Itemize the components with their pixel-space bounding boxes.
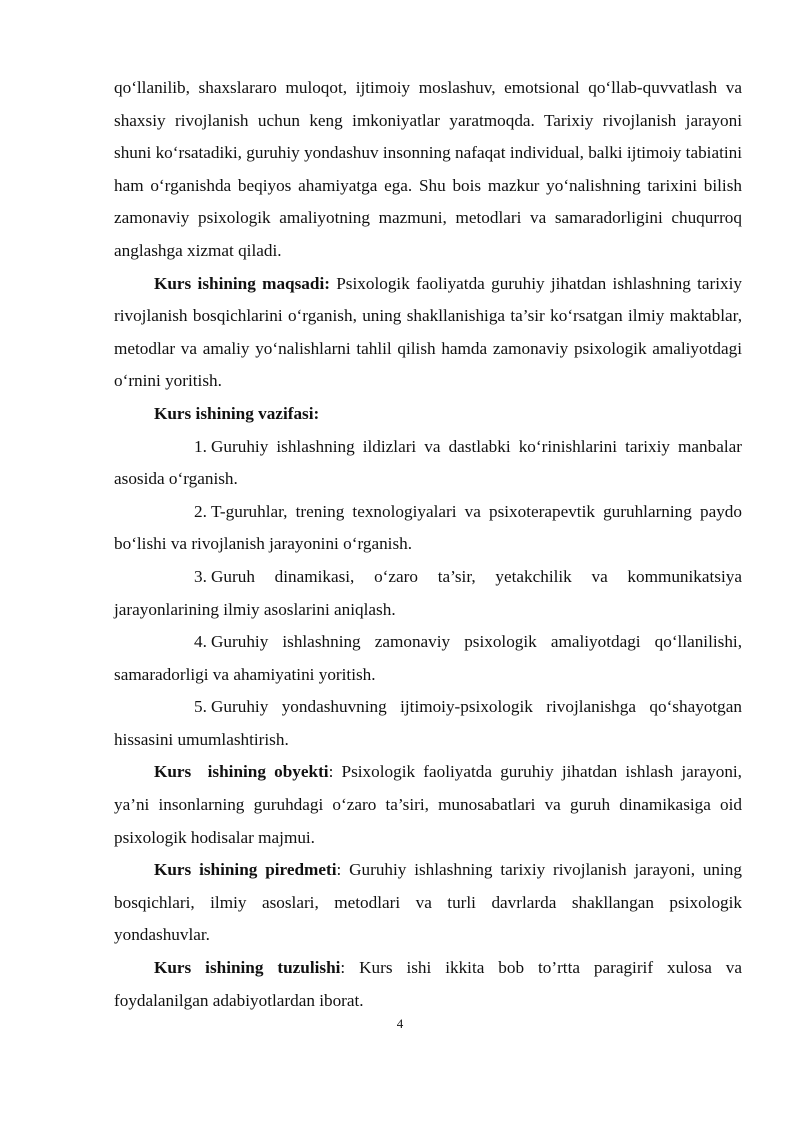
task-number: 4.	[194, 632, 207, 652]
subject-text: : Guruhiy ishlashning tarixiy rivojlanish jarayoni, uning bosqichlari, ilmiy asoslari, metodlari va turli davrlarda shakllangan psixologik yondashuvlar.	[114, 860, 742, 945]
task-item-2	[114, 496, 742, 561]
intro-paragraph: qo‘llanilib, shaxslararo muloqot, ijtimoiy moslashuv, emotsional qo‘llab-quvvatlash va shaxsiy rivojlanish uchun keng imkoniyatlar yaratmoqda. Tarixiy rivojlanish jarayoni shuni ko‘rsatadiki, guruhiy yondashuv insonning nafaqat individual, balki ijtimoiy tabiatini ham o‘rganishda beqiyos ahamiyatga ega. Shu bois mazkur yo‘nalishning tarixini bilish zamonaviy psixologik amaliyotning mazmuni, metodlari va samaradorligini chuqurroq anglashga xizmat qiladi.	[114, 78, 742, 260]
task-number: 2.	[194, 501, 207, 521]
object-text: : Psixologik faoliyatda guruhiy jihatdan ishlash jarayoni, ya’ni insonlarning guruhdagi o‘zaro ta’siri, munosabatlari va guruh dinamikasiga oid psixologik hodisalar majmui.	[114, 762, 742, 847]
task-text: Guruhiy ishlashning zamonaviy psixologik amaliyotdagi qo‘llanilishi, samaradorligi va ahamiyatini yoritish.	[114, 632, 742, 684]
page-body	[114, 72, 742, 1017]
object-label: Kurs ishining obyekti	[154, 762, 329, 782]
task-text: Guruh dinamikasi, o‘zaro ta’sir, yetakchilik va kommunikatsiya jarayonlarining ilmiy asoslarini aniqlash.	[114, 566, 742, 619]
task-item-4	[114, 626, 742, 691]
goal-label: Kurs ishining maqsadi:	[154, 273, 330, 293]
task-number: 5.	[194, 697, 207, 717]
structure-paragraph	[114, 952, 742, 1017]
tasks-heading	[114, 398, 742, 431]
subject-paragraph	[114, 854, 742, 952]
page-number: 4	[396, 1016, 404, 1031]
task-item-5	[114, 691, 742, 756]
object-paragraph	[114, 756, 742, 854]
structure-label: Kurs ishining tuzulishi	[154, 958, 341, 978]
task-number: 3.	[194, 566, 207, 586]
goal-text: Psixologik faoliyatda guruhiy jihatdan ishlashning tarixiy rivojlanish bosqichlarini o‘rganish, uning shakllanishiga ta’sir ko‘rsatgan ilmiy maktablar, metodlar va amaliy yo‘nalishlarni tahlil qilish hamda zamonaviy psixologik amaliyotdagi o‘rnini yoritish.	[114, 273, 743, 391]
tasks-label: Kurs ishining vazifasi:	[154, 403, 320, 423]
task-item-1	[114, 431, 742, 496]
structure-text: : Kurs ishi ikkita bob to’rtta paragirif xulosa va foydalanilgan adabiyotlardan iborat.	[114, 958, 742, 1010]
task-number: 1.	[194, 436, 207, 456]
task-text: Guruhiy yondashuvning ijtimoiy-psixologik rivojlanishga qo‘shayotgan hissasini umumlashtirish.	[114, 697, 742, 749]
task-text: T-guruhlar, trening texnologiyalari va psixoterapevtik guruhlarning paydo bo‘lishi va rivojlanish jarayonini o‘rganish.	[114, 501, 742, 554]
task-text: Guruhiy ishlashning ildizlari va dastlabki ko‘rinishlarini tarixiy manbalar asosida o‘rganish.	[114, 436, 742, 489]
task-item-3	[114, 561, 742, 626]
goal-paragraph	[114, 268, 742, 398]
subject-label: Kurs ishining piredmeti	[154, 860, 337, 880]
